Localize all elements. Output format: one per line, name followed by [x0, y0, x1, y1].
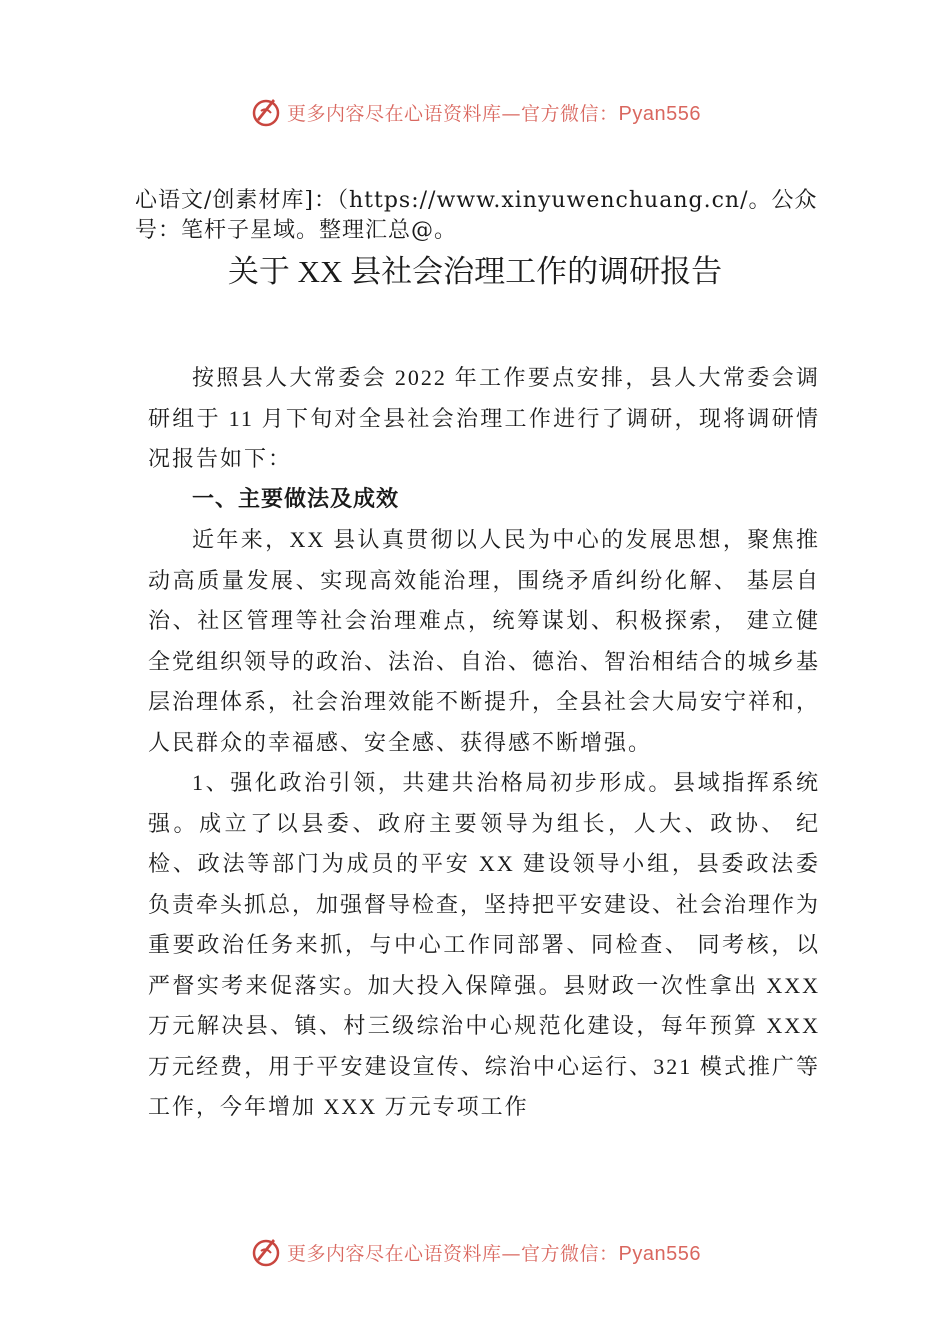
source-line: 心语文/创素材库]：（https://www.xinyuwenchuang.cn/。公众号：笔杆子星域。整理汇总@。: [135, 188, 818, 243]
quill-seal-icon: [249, 95, 283, 129]
section-heading: 一、主要做法及成效: [192, 486, 400, 512]
banner-text: 更多内容尽在心语资料库—官方微信：Pyan556: [287, 102, 701, 125]
document-body: [148, 358, 820, 1128]
wechat-id: Pyan556: [618, 102, 701, 125]
body-paragraph: 近年来，XX 县认真贯彻以人民为中心的发展思想，聚焦推动高质量发展、实现高效能治理，围绕矛盾纠纷化解、 基层自治、社区管理等社会治理难点，统筹谋划、积极探索， 建立健全党组织领导的政治、法治、自治、德治、智治相结合的城乡基层治理体系，社会治理效能不断提升，全县社会大局安宁祥和，人民群众的幸福感、安全感、获得感不断增强。: [148, 527, 821, 755]
document-title: 关于 XX 县社会治理工作的调研报告: [227, 254, 723, 289]
footer-banner: [0, 1232, 950, 1272]
banner-text: 更多内容尽在心语资料库—官方微信：Pyan556: [287, 1242, 701, 1265]
header-banner: [0, 92, 950, 132]
wechat-id: Pyan556: [618, 1242, 701, 1265]
intro-paragraph: 按照县人大常委会 2022 年工作要点安排，县人大常委会调研组于 11 月下旬对全县社会治理工作进行了调研，现将调研情况报告如下：: [148, 365, 820, 471]
body-paragraph: 1、强化政治引领，共建共治格局初步形成。县域指挥系统强。成立了以县委、政府主要领导为组长，人大、政协、 纪检、政法等部门为成员的平安 XX 建设领导小组，县委政法委负责牵头抓总，加强督导检查，坚持把平安建设、社会治理作为重要政治任务来抓，与中心工作同部署、同检查、 同考核，以严督实考来促落实。加大投入保障强。县财政一次性拿出 XXX 万元解决县、镇、村三级综治中心规范化建设，每年预算 XXX 万元经费，用于平安建设宣传、综治中心运行、321 模式推广等工作，今年增加 XXX 万元专项工作: [148, 770, 821, 1119]
quill-seal-icon: [249, 1235, 283, 1269]
